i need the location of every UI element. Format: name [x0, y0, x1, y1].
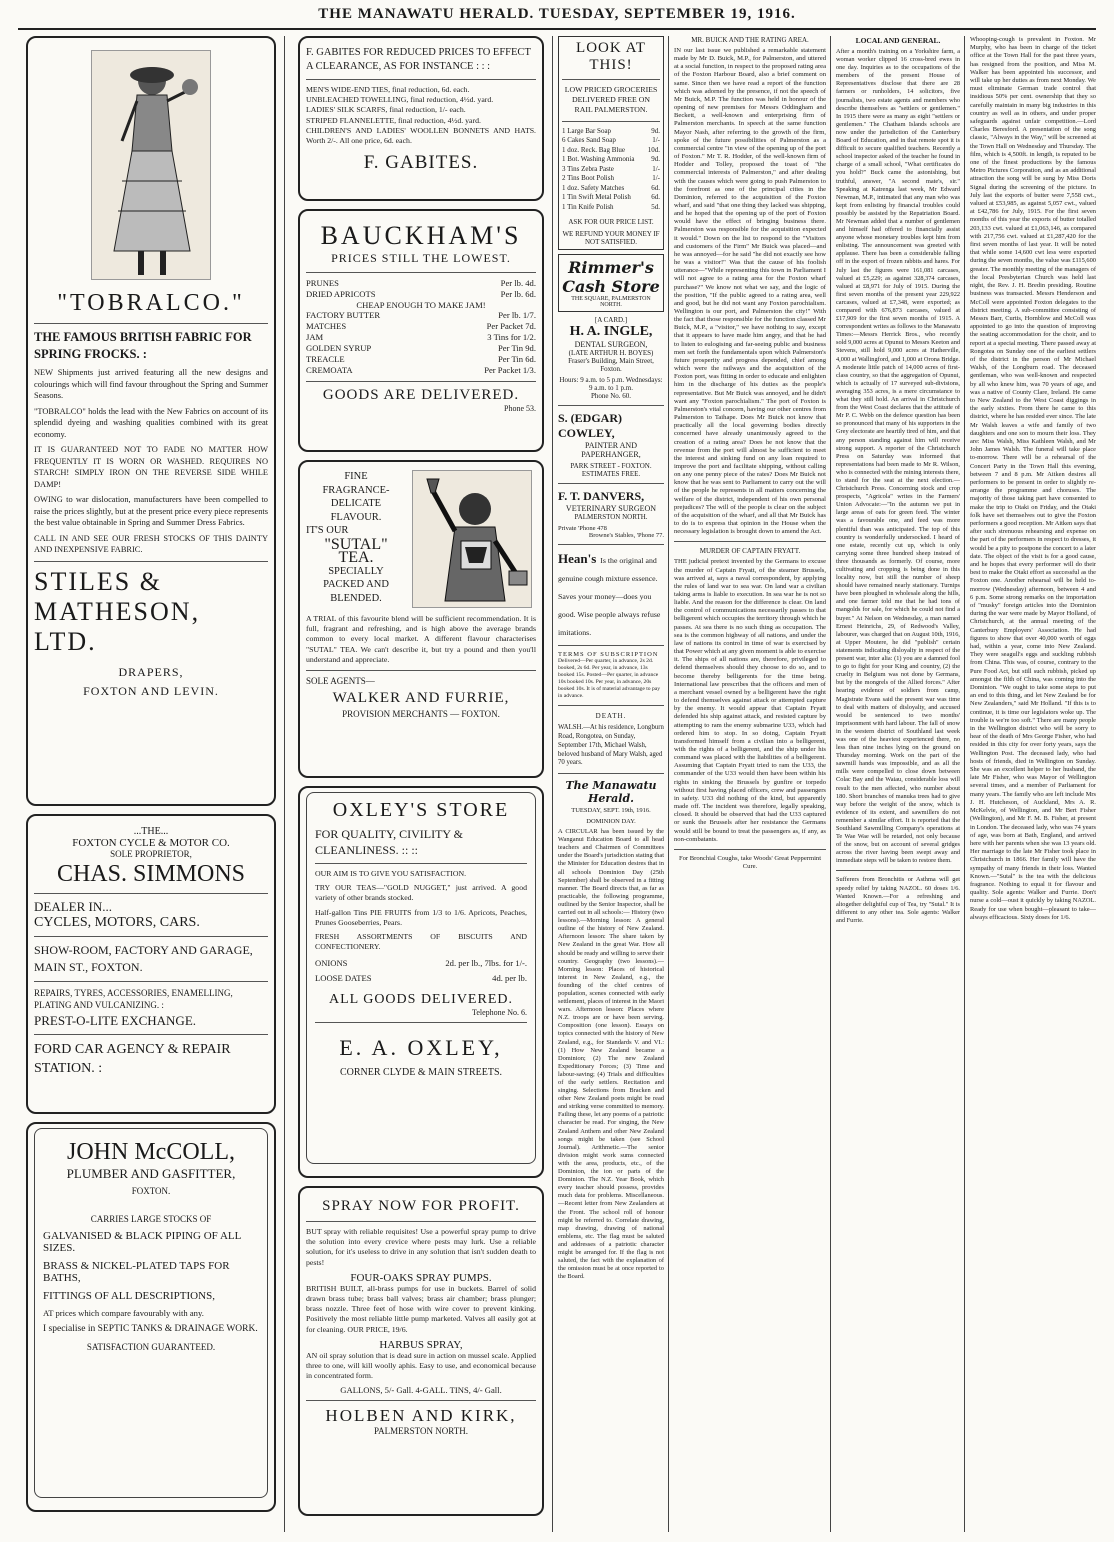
- bauckham-advert: [298, 209, 544, 452]
- column-divider: [830, 36, 831, 1532]
- herald-date: TUESDAY, SEPT. 19th, 1916.: [571, 807, 651, 815]
- fryatt-article: THE judicial pretext invented by the Germans to excuse the murder of Captain Fryatt, of the steamer Brussels, was arrived at, says a naval correspondent, by applying the rules of land war to sea war. On land war a civilian taking arms is liable to execution. In sea war he is not so liable. And the reason for the difference is clear. On land the control of communications necessarily passes to that belligerent which occupies the territory through which he passes. At sea there is no such thing as occupation. The sea is the common highway of all nations, and under the law of nations its control in time of war is exercised by that Power which at any given moment is able to exercise it. The ships of all nations are, therefore, privileged to defend themselves should they choose to do so, and to become thereby belligerents for the time being. International law prescribes that the officers and men of a merchant vessel owned by a belligerent have the right to defend themselves against attack or attempted capture by the enemy. It would appear that Captain Fryatt defended his ship against attack, and resisted capture by attempting to ram the enemy submarine U33, which had ordered him to stop. In so doing, Captain Fryatt transformed himself from a civilian into a belligerent, with the rights of a belligerent, and the ship under his command was placed with the liabilities of a belligerent. Assuming that Captain Fryatt tried to ram the U33, the commander of the U33 would then have been within his rights in sinking the Brussels by gunfire or torpedo without first having placed officers, crew and passengers in safety. U33 did nothing of the kind, but apparently made off. The incident was therefore, legally speaking, closed. It should be observed that had the U33 captured or sunk the Brussels after her resistance the Germans would still be bound to treat the passengers as, if any, as non-combatants.: [674, 558, 826, 843]
- ingle-trade: DENTAL SURGEON,: [574, 340, 648, 350]
- column-6: [970, 36, 1096, 922]
- oxley-delivery: ALL GOODS DELIVERED.: [329, 992, 513, 1008]
- terms-body: Delivered—Per quarter, in advance, 2s 2d. booked, 2s 6d. Per year, in advance, 13s booked 15s. Posted—Per quarter, in advance 10s booked 10s. Per year, in advance, 20s booked 10s. It is of material advantage to pay in advance.: [558, 658, 661, 700]
- column-2: [298, 36, 544, 1524]
- mccoll-piping: GALVANISED & BLACK PIPING OF ALL SIZES.: [43, 1230, 241, 1254]
- simmons-proprietor-label: SOLE PROPRIETOR,: [110, 849, 192, 859]
- tobralco-brand: "TOBRALCO.": [57, 290, 245, 316]
- look-item: 3 Tins Zebra Paste 1/-: [562, 164, 660, 173]
- column-5: [836, 36, 960, 925]
- column-divider: [552, 36, 553, 1532]
- woman-figure-icon: [92, 51, 212, 281]
- local-general-article: After a month's training on a Yorkshire farm, a woman worker clipped 16 cross-bred ewes in one day. Inquiries as to the occupations of the members of the present House of Representatives disclose that there are 28 farmers or runholders, 14 solicitors, five journalists, two estate agents and members who describe themselves as "settlers or gentlemen." In 1915 there were as many as eight "settlers or gentlemen." The Chatham Islands schools are now under the jurisdiction of the Canterbury Board of Education, and in that remote spot it is difficult to secure qualified teachers. Recently a school inspector asked of the teacher he found in charge of a small school, "What certificates do you hold?" Buck came the astonishing, but truthful, answer, "A second mate's, sir." Speaking at Katrenga last week, Mr Edward Newman, M.P., intimated that any man who was kept from enlisting by financial troubles could possibly be assisted by the Repatriation Board. Mr Newman added that a number of gentlemen and himself had offered to financially assist anyone whose monetary troubles kept him from enlisting. The announcement was greeted with applause. There has been a considerable falling off in the export of frozen rabbits and hares. For July last the figures were 161,081 carcases, valued at £5,229; as against 328,374 carcases, valued at £8,971 for July of 1915. During the first seven months of the present year 229,922 carcases, valued at £7,348, were exported; as compared with 676,873 carcases, valued at £17,909 for the first seven months of 1915. A correspondent writes as follows to the Manawatu Times:—Messrs Herrick Bros., who recently sold 9,000 acres at Opunui to Messrs Keeton and Stevens, still hold 9,000 acres at Hatherville, 4,000 at Wallingford, and 1,000 at Orona Bridge. A moderate little patch of 14,000 acres of first-class country, so that the aggregation of Opunui, which is actually of 17 surveyed sub-divisions, averaging 353 acres, is a mere circumstance to what they still hold. An arrival in Christchurch from the West Coast declares that the attitude of Mr P. C. Webb on the defence question has been so pronounced that many of his supporters in the Grey electorate are heartily tired of him, and that any person standing against him will receive strong support. A reporter of the Christchurch Press on Saturday was informed that representations had been made to Mr R. Wilson, who is connected with the mining interests there, to stand for the seat at the next election.—Christchurch Press. Concerning stock and crop prospects, "Agricola" writes in the Farmers' Union Advocate:—"In the autumn we put in large areas of oats for green feed. The winter was a favourable one, and feed was more plentiful than was anticipated. The top of this country is wonderfully undersocked. I heard of one estate, recently cut up, which is only carrying some three hundred sheep instead of three thousands as formerly. Of course, more cultivating and cropping is being done in this locality now, but still the number of sheep should have remained nearly stationary. Turnips have been ploughed in wholesale along the hills, and one farmer told me that he had tons of mangolds for sale, for which he could not find a buyer." At Nelson on Wednesday, a man named Ernest Heinrichs, 29, of Redwood's Valley, labourer, was charged that on August 10th, 1916, at Upper Moutere, he did "publish" certain statements indicating disloyalty in respect of the present war, inter alia: (1) you are a damned fool to go to fight for your King and country, (2) the cruelty in Belgium was not done by Germans, but by the mongrels of the Allied forces." After hearing evidence of soldiers from camp, Magistrate Evans said the present war was time to deal with matters of disloyalty, and accused would be sentenced to two months' imprisonment with hard labour. The fall of snow in the western district of Southland last week was one of the heaviest experienced there, no less than nine inches lying on the ground on Thursday morning. Work on the part of the sawmill hands was impossible, and as all the mills were compelled to close down between Colac Bay and the Waiau, considerable loss will result to the men affected, who number about 180. Short branches of manuka trees had to give way before the weight of the snow, which is evidence of its extent, and sawmillers do not remember a similar effort. It is reported that the Southland Sawmilling Company's operations at Te Wae Wae will be retarded, not only because of the snow, but on account of several gridges across the river having been swept away and immediate steps will be taken to restore them.: [836, 48, 960, 865]
- look-headline: LOOK AT THIS!: [576, 40, 646, 73]
- simmons-repairs: REPAIRS, TYRES, ACCESSORIES, ENAMELLING, PLATING AND VULCANIZING. :: [34, 988, 233, 1010]
- ingle-building: Fraser's Building, Main Street, Foxton.: [568, 357, 654, 374]
- rimmers-advert: [558, 254, 664, 312]
- buick-article: IN our last issue we published a remarkable statement made by Mr D. Buick, M.P., for Palmerston, and uttered at a social function, in respect to the proposed rating area of the Foxton Harbour Board, also a brief comment on same. Since then we have read a report of the function which was adorned by the presence, if not the speech of Mr Buick, M.P. The function was held in honour of the opening of new premises for Messrs Oddingham and Beckett, a well-known and enterprising firm of Palmerston merchants. In speech at the same function Mayor Nash, after referring to the growth of the firm, spoke of the future possibilities of Palmerston as a commercial centre "in view of the opening up of the port of Foxton." Mr T. R. Hodder, of the well-known firm of Hodder and Tolley, proposed the toast of "the commercial interests of Palmerston," and after dealing with the causes which were going to push Palmerston to the forefront as one of the principal cities in the Dominion, referred to the acquisition of the Foxton wharf, and said "that one thing they lacked was shipping, and he hoped that the opening up of the port of Foxton would have the effect of bringing business there. Palmerston was responsible for the acquisition expected it would." Down on the list to respond to the "Visitors and customers of the Firm" Mr Buick was placed—and he was annoyed—for he said "he did not exactly see how he was a visitor!" Was that the cause of his foolish utterance—"While representing this town in Parliament I will not agree to a rating area for the Foxton wharf purchase?" We know not what we say, and the logic of the position, "If the public agreed to a rating area, well and good, but he did not want any Foxton parochialism. Wellington is our port, and Palmerston the city!" With the fact that those responsible for the function classed Mr Buick, M.P., a "visitor," we have nothing to say, except that it appears to have made him angry, and that he had to listen to eulogising and far-seeing public and business men set forth the fundamentals upon which Palmerston's future prosperity and progress depended, chief among which were the railways and the acquisition of the Foxton port, was fitting in order to educate and enlighten him in the discharge of his duties as the people's representative. But Mr Buick was annoyed, and he didn't want any "Foxton parochialism." The port of Foxton is Palmerston's vital concern, having our other centres from Palmerston to Taihape. Does Mr Buick not know that practically all the local governing bodies directly concerned have already unanimously agreed to the creation of a rating area? Does he not know that the revenue from the port will almost be sufficient to meet the interest and sinking fund on any loan required to improve the port and facilitate shipping, without calling on any one penny piece of the rates? Does Mr Buick not know that he was sent to Parliament to carry out the will of the people he represents in all matters concerning the welfare of the district, independent of his own personal prejudices? The will of the people is clear on the subject of the acquisition of the wharf, and all that Mr Buick has to do is to express that opinion in the House when the necessary legislation is brought down to amend the Act.: [674, 47, 826, 536]
- simmons-name: CHAS. SIMMONS: [56, 861, 246, 887]
- oxley-tagline: FOR QUALITY, CIVILITY & CLEANLINESS. :: ::: [315, 827, 463, 857]
- look-refund: WE REFUND YOUR MONEY IF NOT SATISFIED.: [562, 230, 660, 247]
- simmons-advert: [26, 814, 276, 1114]
- masthead-rule: [18, 28, 1096, 30]
- fryatt-heading: MURDER OF CAPTAIN FRYATT.: [699, 547, 801, 556]
- gabites-headline: F. GABITES FOR REDUCED PRICES TO EFFECT A CLEARANCE, AS FOR INSTANCE : : :: [306, 47, 531, 72]
- heans-brand: Hean's: [558, 551, 597, 567]
- spray-advert: [298, 1186, 544, 1516]
- oxley-address: CORNER CLYDE & MAIN STREETS.: [339, 1067, 503, 1079]
- look-item: 1 Tin Knife Polish 5d.: [562, 202, 660, 211]
- bauckham-delivery: GOODS ARE DELIVERED.: [322, 387, 520, 403]
- dominion-day-article: A CIRCULAR has been issued by the Wanganui Education Board to all head teachers and Chairmen of Committees under the Board's jurisdiction stating that the Minister for Education desires that in all schools Dominion Day (25th September) shall be observed in a fitting manner. The Board directs that, as far as practicable, the following programme, outlined by the Senior Inspector, shall be carried out in all schools:— History (two lessons).—Morning lesson: A general outline of the history of New Zealand. Afternoon lesson: The share taken by New Zealand in the great War. How all should be ready and willing to serve their country. Geography (two lessons).—Morning lesson: Places of historical interest in New Zealand, e.g., the founding of the chief centres of population, scenes connected with early settlement, places of interest in the Maori wars. Afternoon lesson: Places where N.Z. troops are or have been serving. Composition (one lesson). Essays on topics connected with the history of New Zealand, e.g., for Standards V. and VI.: (1) How New Zealand became a Dominion; (2) The new Zealand Expeditionary Forces; (3) Time and labour-saving; (4) Trials and difficulties of the early settlers. Recitation and singing. Selections from Bracken and other New Zealand poets might be read and striking verse committed to memory. Failing these, let any poems of a patriotic character be read. For singing, the New Zealand Anthem and other New Zealand songs might be taken (see School Journal). Arithmetic.—The senior division might work sums connected with the area, products, etc., of the Dominion, the ion or parts of the Dominion. The N.Z. Year Book, which every teacher should possess, provides much data for problems. Miscellaneous.—Recent letter from New Zealanders at the Front. The school roll of honour might be referred to. Correlate drawing, map drawing, drawing of national emblems, etc. The flag must be saluted and addresses of a patriotic character might be arranged for. If the flag is not saluted, the fact with the explanation of the omission must be at once reported to the Board.: [558, 828, 664, 1281]
- death-heading: DEATH.: [595, 712, 627, 721]
- oxley-store-name: OXLEY'S STORE: [332, 799, 510, 821]
- walker-furrie-trade: PROVISION MERCHANTS — FOXTON.: [342, 709, 500, 720]
- sutal-tea-word: TEA.: [338, 549, 374, 566]
- column-4: [674, 36, 826, 871]
- sutal-tea-advert: [298, 460, 544, 778]
- danvers-name: F. T. DANVERS,: [558, 489, 645, 504]
- danvers-trade: VETERINARY SURGEON: [565, 504, 657, 514]
- local-news-continued: Whooping-cough is prevalent in Foxton. Mr Murphy, who has been in charge of the ticket office at the Town Hall for the past three years, has resigned from the position, and Miss M. Walker has been appointed his successor, and will take up her duties as from next Monday. We must eliminate German trade control that insidious 50% per cent. ownership that they so carefully maintain in many big industries in this country as well as in others, and under proper safeguards against unfair competition.—Lord Charles Beresford. A presentation of the song classic, "Always in the Way," will be screened at the Town Hall on Wednesday and Thursday. The film, which is 4,500ft. in length, is reputed to be one of the finest productions by the famous Metro Pictures Corporation, and as an additional attraction the song will be sung by Miss Doris Signal during the screening of the picture. In July last the exports of butter were 7,558 cwt., valued at £53,985, as against 5,057 cwt., valued at £42,786 for July, 1915. For the first seven months of this year the exports of butter totalled 203,133 cwt. valued at £1,063,146, as compared with 217,756 cwt. valued at £1,287,420 for the first seven months of last year. It will be noted that while some 14,600 cwt less were exported during the seven months, the value was £115,600 greater. The monthly meeting of the managers of the local Presbyterian Church was held last night, the Rev. J. H. Bredin presiding. Routine business was transacted. Messrs Henderson and McColl were appointed Foxton delegates to the district meeting. A sub-committee consisting of Messrs Barr, Curtis, Hornblow and McColl was appointed to go into the question of improving the seating accommodation for the choir, and to report at a special meeting. There passed away at Rongotea on Sunday one of the earliest settlers of the district in the person of Mr Michael Walsh, of the Longburn road. The deceased gentleman, who was well-known and respected by all who knew him, was 70 years of age, and was a native of County Clare, Ireland. He came to New Zealand to the West Coast diggings in the early sixties. From there he came to this district, where he has resided ever since. The late Mr Walsh leaves a wife and family of two daughters and one son to mourn their loss. They are: Miss Walsh, Miss Kathleen Walsh, and Mr John James Walsh. The funeral will take place to-morrow. There will be a rehearsal of the Concert Party in the Town Hall this evening, between 7 and 8 p.m. Mr Aitken desires all performers to be present in order to slightly re-arrange the programme and choruses. The majority of those taking part have consented to make the trip to Otaki on Friday, and the Otaki folk have set themselves out to give the Foxton performers a good reception. Mr Aitken says that after such strenuous rehearsing and expense on the part of the performers in respect to dresses, it would be a pity to postpone the concert to a later date. The object of the visit is for a good cause, and he hopes that every performer will do their best to make the Otaki effort as successful as the Foxton one. Another rehearsal will be held to-morrow (Wednesday) afternoon, between 4 and 6 p.m. Some strong remarks on the importation of "musky" foreign articles into the Dominion during the war were made by Mayor Holland, of Christchurch, at the annual meeting of the Canterbury Employers' Association. He had figures to show that over 40,000 worth of eggs had, within a year, come into New Zealand. They were seagull's eggs and suckling rubbish from China. This was, of course, contrary to the Pure Food Act, but still such rubbish, picked up amongst the filth of China, was coming into the Dominion. "We ought to take some steps to put an end to this thing, and let New Zealand be for New Zealanders," said Mr Holland. "If this is to continue, it is time our legislators woke up. The trouble is we're too soft." There are many people in the Wellington district who will be sorry to hear of the death of Mrs George Fisher, who had resided in this city for over forty years, says the Wellington Post. The deceased lady, who had hosts of friends, died in Wellington on Sunday. She was an excellent helper to her husband, the late Mr Fisher, who was Mayor of Wellington several times, and a member of Parliament for many years. The family who are left include Mrs J. H. Hutcheson, of Auckland, Mrs A. R. McKelvie, of Wellington, and Mr Bert Fisher (Wellington), and Mr F. M. B. Fisher, at present in London. The deceased lady, who was 74 years of age, was born at Bath, England, and arrived here with her parents when she was 13 years old. Her marriage to the late Mr Fisher took place in Christchurch in 1866. Her family will have the sympathy of many friends in their loss. Wanted Known.—"Sutal" is the tea with the delicious fragrance. Nothing to equal it for flavour and quality. Sole agents: Walker and Furrie. Don't nurse a cold—oust it quickly by taking NAZOL. Ready for use when bought—pleasant to take—always efficacious. Sixty doses for 1/6.: [970, 36, 1096, 921]
- ingle-card-label: [A CARD.]: [594, 316, 628, 325]
- tobralco-para-1: NEW Shipments just arrived featuring all the new designs and colourings which will find favour throughout the Spring and Summer Seasons.: [34, 368, 268, 400]
- gabites-item: UNBLEACHED TOWELLING, final reduction, 4½d. yard.: [306, 95, 494, 105]
- oxley-advert: [298, 786, 544, 1178]
- nazol-sutal-notices: Sufferers from Bronchitis or Asthma will get speedy relief by taking NAZOL. 60 doses 1/6. Wanted Known.—For a refreshing and altogether delightful cup of Tea, try "Sutal." It is different to any other tea. Sole agents: Walker and Furrie.: [836, 876, 960, 924]
- look-item: 6 Cakes Sand Soap 1/-: [562, 136, 660, 145]
- cowley-estimates: ESTIMATES FREE.: [581, 470, 641, 479]
- column-1: [26, 36, 276, 1520]
- sutal-slogan: BLENDED.: [330, 592, 382, 604]
- herald-title: The Manawatu Herald.: [565, 779, 657, 806]
- spray-pumps-head: FOUR-OAKS SPRAY PUMPS.: [350, 1271, 492, 1284]
- look-item: 1 doz. Safety Matches 6d.: [562, 183, 660, 192]
- dominion-day-heading: DOMINION DAY.: [586, 818, 636, 826]
- tobralco-headline: THE FAMOUS BRITISH FABRIC FOR SPRING FROCKS. :: [34, 330, 252, 361]
- ingle-late: (LATE ARTHUR H. BOYES): [568, 349, 654, 358]
- stiles-name-line-1: STILES &: [34, 566, 162, 596]
- oxley-phone: Telephone No. 6.: [472, 1008, 527, 1018]
- look-subhead: LOW PRICED GROCERIES DELIVERED FREE ON RAIL PALMERSTON.: [564, 85, 658, 115]
- tobralco-para-2: "TOBRALCO" holds the lead with the New Fabrics on account of its splendid dyeing and washing qualities combined with its great economy.: [34, 406, 268, 439]
- gabites-item: LADIES' SILK SCARFS, final reduction, 1/- each.: [306, 105, 466, 115]
- simmons-ford-agency: FORD CAR AGENCY & REPAIR STATION. :: [34, 1042, 231, 1076]
- look-item: 1 Tin Swift Metal Polish 6d.: [562, 193, 660, 202]
- woods-peppermint-advert: For Bronchial Coughs, take Woods' Great Peppermint Cure.: [678, 854, 822, 870]
- bauckham-price-row: DRIED APRICOTS Per lb. 6d.: [306, 289, 536, 299]
- spray-prices: GALLONS, 5/- Gall. 4-GALL. TINS, 4/- Gall.: [340, 1385, 502, 1396]
- simmons-prestolite: PREST-O-LITE EXCHANGE.: [34, 1013, 197, 1028]
- mccoll-septic: I specialise in SEPTIC TANKS & DRAINAGE WORK.: [43, 1324, 258, 1334]
- tobralco-advert: [26, 36, 276, 806]
- column-divider: [964, 36, 965, 1532]
- sutal-slogan: IT'S OUR: [306, 525, 349, 536]
- tea-servant-illustration: [412, 470, 532, 608]
- oxley-biscuits: FRESH ASSORTMENTS OF BISCUITS AND CONFECTIONERY.: [315, 932, 527, 952]
- oxley-aim: OUR AIM IS TO GIVE YOU SATISFACTION.: [315, 869, 467, 878]
- bauckham-price-row: TREACLE Per Tin 6d.: [306, 354, 536, 364]
- rimmers-address: THE SQUARE, PALMERSTON NORTH.: [571, 296, 651, 309]
- bauckham-name: BAUCKHAM'S: [320, 221, 522, 250]
- local-general-heading: LOCAL AND GENERAL.: [855, 36, 941, 45]
- ingle-card: [558, 316, 664, 400]
- look-at-this-advert: [558, 36, 664, 250]
- spray-para-3: AN oil spray solution that is dead sure in action on mussel scale. Applied three to one, will kill woolly aphis. Easy to use, and economical because in concentrated form.: [306, 1350, 536, 1381]
- simmons-company: FOXTON CYCLE & MOTOR CO.: [72, 837, 230, 849]
- simmons-showroom: SHOW-ROOM, FACTORY AND GARAGE, MAIN ST., FOXTON.: [34, 943, 253, 974]
- simmons-dealer-goods: CYCLES, MOTORS, CARS.: [34, 915, 200, 930]
- subscription-terms: [558, 651, 664, 700]
- mccoll-satisfaction: SATISFACTION GUARANTEED.: [86, 1342, 216, 1352]
- gabites-name: F. GABITES.: [363, 152, 479, 174]
- walker-furrie-name: WALKER AND FURRIE,: [332, 690, 510, 707]
- look-item: 1 Bot. Washing Ammonia 9d.: [562, 155, 660, 164]
- look-item: 2 Tins Boot Polish 1/-: [562, 174, 660, 183]
- ingle-name: H. A. INGLE,: [569, 324, 653, 340]
- harbus-head: HARBUS SPRAY,: [379, 1338, 463, 1351]
- sutal-slogan: DELICATE: [330, 498, 382, 509]
- rimmers-logo: Rimmer's Cash Store: [562, 258, 660, 297]
- sutal-brand: "SUTAL": [324, 535, 388, 553]
- simmons-dealer-label: DEALER IN...: [34, 899, 112, 914]
- mccoll-prices: AT prices which compare favourably with any.: [43, 1308, 204, 1318]
- mccoll-fittings: FITTINGS OF ALL DESCRIPTIONS,: [43, 1290, 215, 1302]
- simmons-intro: ...THE...: [133, 826, 169, 837]
- bauckham-price-row: FACTORY BUTTER Per lb. 1/7.: [306, 310, 536, 320]
- tobralco-para-5: CALL IN AND SEE OUR FRESH STOCKS OF THIS DAINTY AND INEXPENSIVE FABRIC.: [34, 533, 268, 554]
- danvers-phone-stables: Browne's Stables, 'Phone 77.: [588, 532, 664, 540]
- cowley-name: S. (EDGAR) COWLEY,: [558, 411, 623, 441]
- holben-kirk-place: PALMERSTON NORTH.: [374, 1426, 468, 1437]
- holben-kirk-name: HOLBEN AND KIRK,: [325, 1406, 517, 1426]
- spray-headline: SPRAY NOW FOR PROFIT.: [322, 1198, 520, 1214]
- bauckham-price-row: MATCHES Per Packet 7d.: [306, 321, 536, 331]
- tobralco-para-4: OWING to war dislocation, manufacturers have been compelled to raise the prices slightly, but at the present price every piece represents the best value obtainable in Spring and Summer Dress Fabrics.: [34, 495, 268, 527]
- column-3: [558, 36, 664, 1281]
- mccoll-trade: PLUMBER AND GASFITTER,: [66, 1166, 236, 1181]
- column-divider: [668, 36, 669, 1532]
- look-item: 1 doz. Reck. Bag Blue 10d.: [562, 145, 660, 154]
- bauckham-price-row: JAM 3 Tins for 1/2.: [306, 332, 536, 342]
- oxley-dates: LOOSE DATES 4d. per lb.: [315, 973, 527, 984]
- bauckham-jam-note: CHEAP ENOUGH TO MAKE JAM!: [356, 300, 486, 310]
- spray-para-1: BUT spray with reliable requisites! Use a powerful spray pump to drive the solution into every crevice where pests may lurk. Use a reliable solution, for it's useless to drive in any solution that isn't sudden death to pests!: [306, 1227, 536, 1267]
- ingle-phone: Phone No. 60.: [590, 392, 632, 401]
- bauckham-price-row: CREMOATA Per Packet 1/3.: [306, 365, 536, 375]
- bauckham-price-row: PRUNES Per lb. 4d.: [306, 278, 536, 288]
- sutal-slogan: FRAGRANCE-: [322, 484, 390, 496]
- stiles-trade: DRAPERS,: [118, 664, 184, 679]
- look-item: 1 Large Bar Soap 9d.: [562, 126, 660, 135]
- mccoll-place: FOXTON.: [131, 1186, 171, 1196]
- tobralco-para-3: IT IS GUARANTEED NOT TO FADE NO MATTER HOW FREQUENTLY IT IS WORN OR WASHED. REQUIRES NO STARCH! SIMPLY IRON ON THE REVERSE SIDE WHILE DAMP!: [34, 445, 268, 489]
- sutal-slogan: SPECIALLY: [328, 565, 384, 577]
- sutal-slogan: FINE: [344, 471, 368, 482]
- mccoll-name: JOHN McCOLL,: [67, 1139, 235, 1165]
- spray-para-2: BRITISH BUILT, all-brass pumps for use in buckets. Barrel of solid drawn brass tube; brass ball valves; brass air chamber; brass plunger; brass nozzle. Three feet of hose with wire cover to prevent kinking. Positively the most reliable little pump marketed. Valves all easily got at for cleaning. OUR PRICE, 19/6.: [306, 1283, 536, 1334]
- ingle-hours: Hours: 9 a.m. to 5 p.m. Wednesdays: 9 a.m. to 1 p.m.: [559, 376, 663, 393]
- sutal-slogan: PACKED AND: [323, 579, 389, 590]
- bauckham-price-row: GOLDEN SYRUP Per Tin 9d.: [306, 343, 536, 353]
- cowley-trade: PAINTER AND PAPERHANGER,: [581, 441, 641, 460]
- buick-heading: MR. BUICK AND THE RATING AREA.: [691, 36, 809, 44]
- bauckham-subhead: PRICES STILL THE LOWEST.: [331, 251, 511, 265]
- mccoll-stocks-label: CARRIES LARGE STOCKS OF: [90, 1214, 212, 1224]
- stiles-name-line-2: MATHESON, LTD.: [34, 596, 201, 656]
- mccoll-advert: [26, 1122, 276, 1512]
- cowley-advert: [558, 411, 664, 478]
- gabites-item: MEN'S WIDE-END TIES, final reduction, 6d. each.: [306, 85, 470, 94]
- column-divider: [284, 36, 285, 1532]
- bauckham-phone: Phone 53.: [504, 404, 536, 413]
- stiles-place: FOXTON AND LEVIN.: [83, 683, 219, 698]
- look-price-list: ASK FOR OUR PRICE LIST.: [568, 218, 654, 227]
- danvers-advert: [558, 489, 664, 539]
- sutal-agents-label: SOLE AGENTS—: [306, 676, 375, 687]
- oxley-pie-fruits: Half-gallon Tins PIE FRUITS from 1/3 to 1/6. Apricots, Peaches, Prunes Gooseberries, Pears.: [315, 907, 527, 927]
- masthead: THE MANAWATU HERALD. TUESDAY, SEPTEMBER 19, 1916.: [318, 6, 796, 22]
- sutal-description: A TRIAL of this favourite blend will be sufficient recommendation. It is full, fragrant and refreshing, and is high above the average brands common to every local market. A different flavour characterises "SUTAL" TEA. We can't describe it, but try a pound and then you'll understand and appreciate.: [306, 614, 536, 664]
- sutal-slogan: FLAVOUR.: [330, 511, 382, 523]
- gabites-item: STRIPED FLANNELETTE, final reduction, 4½d. yard.: [306, 115, 481, 125]
- danvers-phone-private: Private 'Phone 478: [558, 525, 607, 533]
- gabites-item: CHILDREN'S AND LADIES' WOOLLEN BONNETS AND HATS. Worth 2/-. All one price, 6d. each.: [306, 125, 536, 146]
- death-notice: WALSH.—At his residence, Longburn Road, Rongotea, on Sunday, September 17th, Michael Walsh, beloved husband of Mary Walsh, aged 70 years.: [558, 724, 664, 767]
- woman-illustration: [91, 50, 211, 280]
- cowley-address: PARK STREET - FOXTON.: [570, 462, 652, 471]
- terms-heading: TERMS OF SUBSCRIPTION: [558, 651, 659, 659]
- oxley-onions: ONIONS 2d. per lb., 7lbs. for 1/-.: [315, 958, 527, 969]
- servant-with-tea-icon: [413, 471, 533, 609]
- heans-text: Is the original and genuine cough mixture essence. Saves your money—does you good. Wise people always refuse imitations.: [558, 556, 661, 638]
- oxley-owner-name: E. A. OXLEY,: [339, 1035, 503, 1061]
- danvers-place: PALMERSTON NORTH.: [574, 513, 648, 522]
- oxley-teas: TRY OUR TEAS—"GOLD NUGGET," just arrived. A good variety of other brands stocked.: [315, 883, 527, 903]
- mccoll-taps: BRASS & NICKEL-PLATED TAPS FOR BATHS,: [43, 1260, 230, 1284]
- heans-advert: [558, 550, 664, 640]
- gabites-advert: [298, 36, 544, 201]
